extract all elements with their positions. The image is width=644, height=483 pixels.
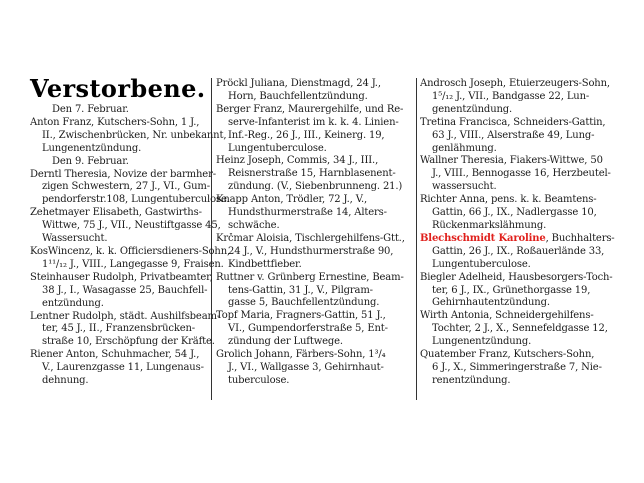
notice-line: Wittwe, 75 J., VII., Neustiftgasse 45, (42, 220, 221, 232)
notice-line: Zehetmayer Elisabeth, Gastwirths- (30, 207, 202, 219)
notice-line: renentzündung. (432, 374, 511, 386)
notice-line: Androsch Joseph, Etuierzeugers-Sohn, (420, 78, 610, 89)
notice-line: Berger Franz, Maurergehilfe, und Re- (216, 103, 404, 115)
notice-line: wassersucht. (432, 181, 497, 193)
notice-line: Grolich Johann, Färbers-Sohn, 1³/₄ (216, 349, 386, 361)
notice-line: straße 10, Erschöpfung der Kräfte. (42, 336, 215, 348)
notice-line: Lungentuberculose. (228, 142, 327, 154)
notice-line: Richter Anna, pens. k. k. Beamtens- (420, 194, 597, 206)
notice-line: Reisnerstraße 15, Harnblasenent- (228, 168, 396, 180)
notice-line: KosWincenz, k. k. Officiersdieners-Sohn, (30, 245, 231, 257)
notice-line: zündung der Luftwege. (228, 336, 343, 348)
notice-line: Wirth Antonia, Schneidergehilfens- (420, 310, 594, 322)
notice-line: Anton Franz, Kutschers-Sohn, 1 J., (30, 116, 200, 128)
notice-line: J., VI., Wallgasse 3, Gehirnhaut- (228, 361, 384, 373)
notice-line: Horn, Bauchfellentzündung. (228, 90, 368, 102)
notice-line: ter, 6 J., IX., Grünethorgasse 19, (432, 284, 591, 296)
notice-line: Kindbettfieber. (228, 258, 302, 270)
notice-line: Biegler Adelheid, Hausbesorgers-Toch- (420, 271, 613, 283)
notice-line: Lungenentzündung. (42, 142, 142, 154)
notice-line: Gattin, 26 J., IX., Roßauerlände 33, (432, 245, 605, 257)
notice-line: entzündung. (42, 297, 104, 309)
notice-line: genlähmung. (432, 142, 497, 154)
notice-line: Gehirnhautentzündung. (432, 297, 550, 309)
notice-line: Derntl Theresia, Novize der barmher- (30, 168, 216, 180)
notice-line (420, 233, 620, 246)
notice-line: Lungenentzündung. (432, 336, 532, 348)
notice-line: J., VIII., Bennogasse 16, Herzbeutel- (432, 168, 611, 180)
notice-line: Lentner Rudolph, städt. Aushilfsbeam- (30, 310, 221, 322)
column-1-lines (30, 104, 230, 388)
notice-line: Krčmar Aloisia, Tischlergehilfens-Gtt., (216, 232, 405, 244)
notice-line: 63 J., VIII., Alserstraße 49, Lung- (432, 129, 595, 141)
notice-line: Gattin, 66 J., IX., Nadlergasse 10, (432, 207, 597, 219)
notice-line: 38 J., I., Wasagasse 25, Bauchfell- (42, 284, 208, 296)
notice-line: Wallner Theresia, Fiakers-Wittwe, 50 (420, 155, 603, 167)
notice-line: 24 J., V., Hundsthurmerstraße 90, (228, 245, 394, 257)
notice-line: gasse 5, Bauchfellentzündung. (228, 297, 380, 309)
notice-line: Steinhauser Rudolph, Privatbeamter, (30, 271, 213, 283)
notice-line: VI., Gumpendorferstraße 5, Ent- (228, 323, 388, 335)
notice-line: schwäche. (228, 219, 280, 231)
notice-line: zigen Schwestern, 27 J., VI., Gum- (42, 181, 210, 193)
notice-line: pendorferstr.108, Lungentuberculose. (42, 194, 230, 206)
notice-line: serve-Infanterist im k. k. 4. Linien- (228, 116, 399, 128)
notice-line: Tretina Francisca, Schneiders-Gattin, (420, 116, 606, 128)
notice-text: , Buchhalters- (545, 232, 615, 244)
notice-line: dehnung. (42, 375, 89, 387)
notice-line: 1¹¹/₁₂ J., VIII., Langegasse 9, Fraisen. (42, 258, 224, 270)
notice-line: genentzündung. (432, 103, 513, 115)
date-heading: Den 7. Februar. (52, 104, 129, 115)
notice-line: Inf.-Reg., 26 J., III., Keinerg. 19, (228, 129, 385, 141)
notice-line: Tochter, 2 J., X., Sennefeldgasse 12, (432, 323, 608, 335)
section-heading: Verstorbene. (30, 74, 206, 103)
notice-line: Pröckl Juliana, Dienstmagd, 24 J., (216, 78, 381, 89)
column-rule-2 (416, 78, 417, 400)
notice-line: Hundsthurmerstraße 14, Alters- (228, 207, 387, 219)
notice-line: II., Zwischenbrücken, Nr. unbekannt, (42, 129, 227, 141)
notice-line: Riener Anton, Schuhmacher, 54 J., (30, 349, 200, 361)
column-3 (420, 78, 620, 388)
notice-line: Ruttner v. Grünberg Ernestine, Beam- (216, 271, 404, 283)
notice-line: Quatember Franz, Kutschers-Sohn, (420, 349, 595, 361)
highlighted-name: Blechschmidt Karoline (420, 232, 546, 244)
notice-line: tens-Gattin, 31 J., V., Pilgram- (228, 284, 373, 296)
notice-line: tuberculose. (228, 374, 290, 386)
notice-line: Lungentuberculose. (432, 258, 531, 270)
notice-line: Heinz Joseph, Commis, 34 J., III., (216, 155, 379, 167)
notice-line: Topf Maria, Fragners-Gattin, 51 J., (216, 310, 386, 322)
notice-line: zündung. (V., Siebenbrunneng. 21.) (228, 181, 403, 193)
notice-line: V., Laurenzgasse 11, Lungenaus- (42, 362, 204, 374)
notice-line: Wassersucht. (42, 233, 108, 245)
notice-line: Knapp Anton, Trödler, 72 J., V., (216, 194, 368, 206)
column-2 (216, 78, 414, 388)
notice-line: ter, 45 J., II., Franzensbrücken- (42, 323, 196, 335)
date-heading: Den 9. Februar. (52, 155, 129, 167)
notice-line: 1⁵/₁₂ J., VII., Bandgasse 22, Lun- (432, 90, 590, 102)
notice-line: 6 J., X., Simmeringerstraße 7, Nie- (432, 361, 602, 373)
notice-line: Rückenmarkslähmung. (432, 219, 547, 231)
